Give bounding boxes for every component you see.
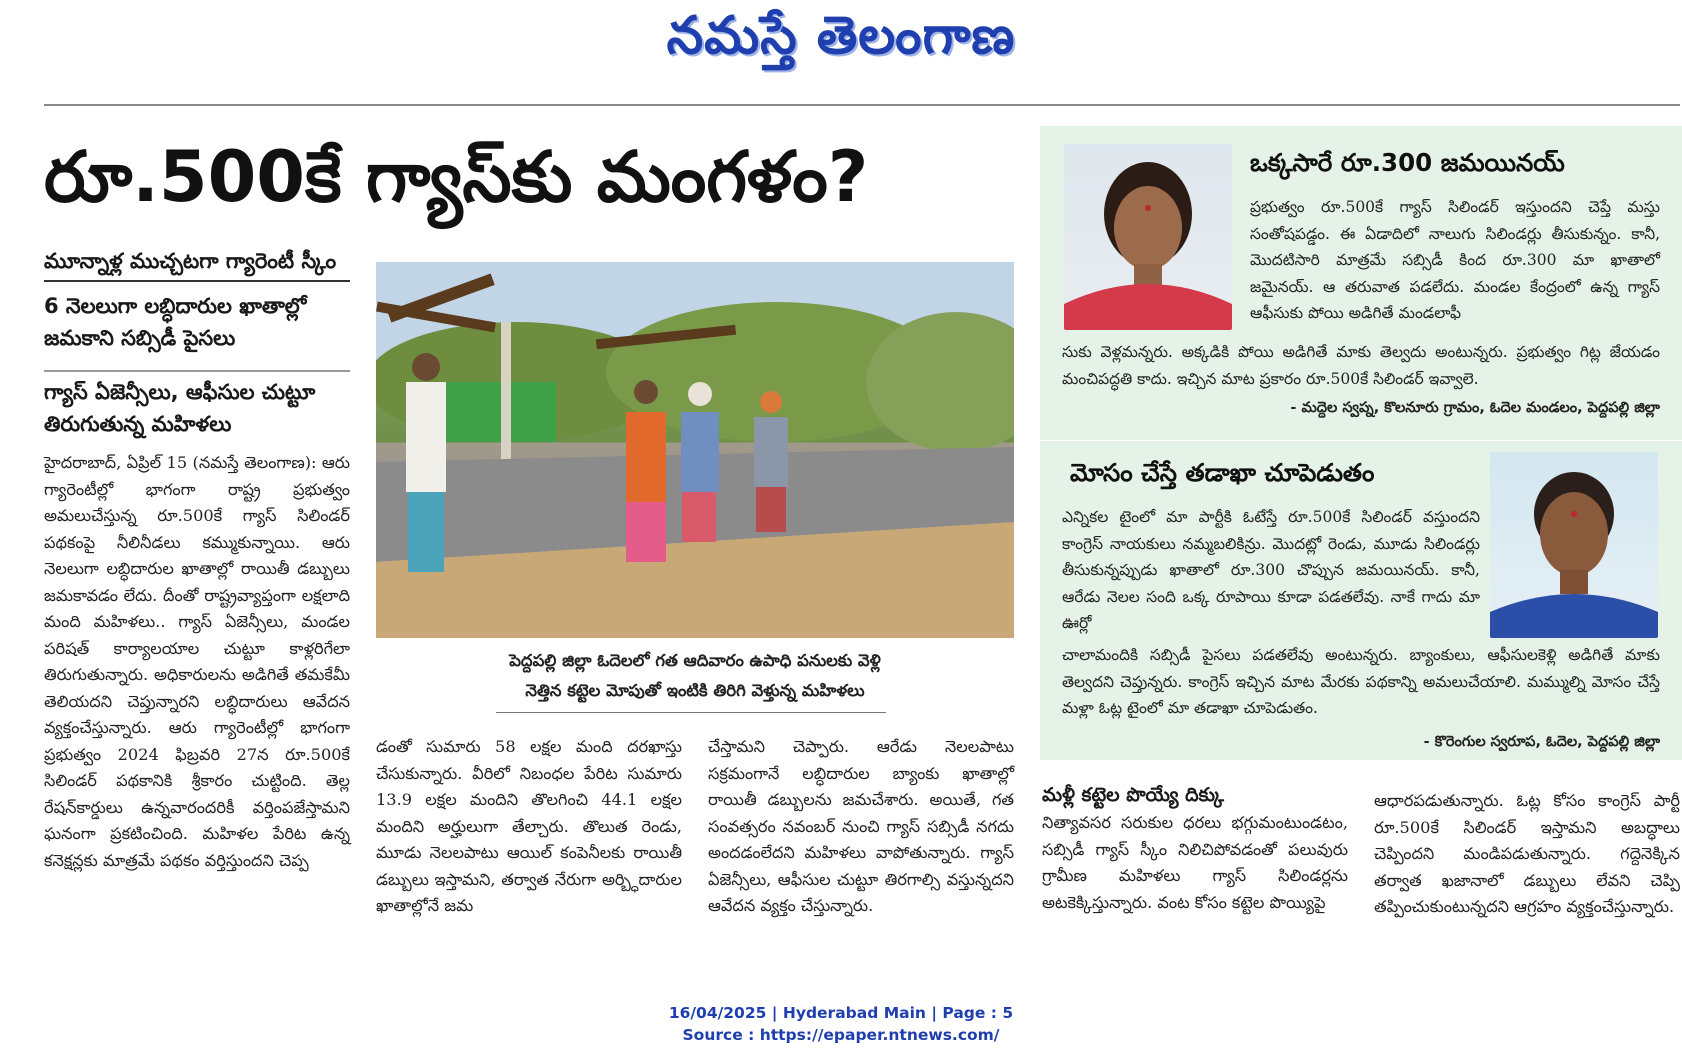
sidebar-quote-1-top: ప్రభుత్వం రూ.500కే గ్యాస్ సిలిండర్ ఇస్తుందని చెప్తే మస్తు సంతోషపడ్డం. ఈ ఏడాదిలో నాలుగు సిలిండర్లు తీసుకున్నం. కానీ, మొదటిసారి మాత్రమే సబ్సిడీ కింద రూ.300 మా ఖాతాలో జమైనయ్. ఆ తరువాత పడలేదు. మండల కేంద్రంలో ఉన్న గ్యాస్ ఆఫీసుకు పోయి అడిగితే మండలాఫీ xyxy=(1250,198,1660,322)
sidebar-quote-2-top: ఎన్నికల టైంలో మా పార్టీకి ఓటేస్తే రూ.500కే సిలిండర్ వస్తుందని కాంగ్రెస్ నాయకులు నమ్మబలికిన్రు. మొదట్లో రెండు, మూడు సిలిండర్లు తీసుకున్నప్పుడు ఖాతాలో రూ.300 చొప్పున జమయినయ్. కానీ, ఆరేడు నెలల సంది ఒక్క రూపాయి కూడా పడతలేవు. నాకే గాదు మా ఊర్లో xyxy=(1062,508,1480,632)
article-column-3: చేస్తామని చెప్పారు. ఆరేడు నెలలపాటు సక్రమంగానే లబ్ధిదారుల బ్యాంకు ఖాతాల్లో రాయితీ డబ్బులను జమచేశారు. అయితే, గత సంవత్సరం నవంబర్ నుంచి గ్యాస్ సబ్సిడీ నగదు అందడంలేదని మహిళలు వాపోతున్నారు. గ్యాస్ ఏజెన్సీలు, ఆఫీసుల చుట్టూ తిరగాల్సి వస్తున్నదని ఆవేదన వ్యక్తం చేస్తున్నారు. xyxy=(708,737,1014,915)
footer-date-edition: 16/04/2025 | Hyderabad Main | Page : 5 xyxy=(668,1004,1014,1022)
photo-caption-line-1: పెద్దపల్లి జిల్లా ఓదెలలో గత ఆదివారం ఉపాధి పనులకు వెళ్లి xyxy=(509,651,881,670)
sidebar-title-2: మోసం చేస్తే తడాఖా చూపెడుతం xyxy=(1070,458,1375,487)
section-heading: మళ్లీ కట్టెల పొయ్యే దిక్కు xyxy=(1042,784,1224,806)
footer-source: Source : https://epaper.ntnews.com/ xyxy=(682,1026,1000,1044)
subhead-2: గ్యాస్ ఏజెన్సీలు, ఆఫీసుల చుట్టూ తిరుగుతున్న మహిళలు xyxy=(44,370,350,440)
woman-portrait-1 xyxy=(1064,144,1232,330)
caption-divider xyxy=(496,712,886,713)
article-column-5: ఆధారపడుతున్నారు. ఓట్ల కోసం కాంగ్రెస్ పార్టీ రూ.500కే సిలిండర్ ఇస్తామని అబద్ధాలు చెప్పిందని మండిపడుతున్నారు. గద్దెనెక్కిన తర్వాత ఖజానాలో డబ్బులు లేవని చెప్పి తప్పించుకుంటున్నదని ఆగ్రహం వ్యక్తంచేస్తున్నారు. xyxy=(1374,791,1680,916)
women-carrying-firewood-photo xyxy=(376,262,1014,638)
sidebar-divider xyxy=(1040,440,1682,441)
masthead-logo: నమస్తే తెలంగాణ xyxy=(666,6,1016,66)
woman-portrait-2 xyxy=(1490,452,1658,638)
subhead-1: 6 నెలలుగా లబ్ధిదారుల ఖాతాల్లో జమకాని సబ్సిడీ పైసలు xyxy=(44,294,307,350)
article-column-1: హైదరాబాద్, ఏప్రిల్ 15 (నమస్తే తెలంగాణ): ఆరు గ్యారెంటీల్లో భాగంగా రాష్ట్ర ప్రభుత్వం అమలుచేస్తున్న రూ.500కే గ్యాస్ సిలిండర్ పథకంపై నీలినీడలు కమ్ముకున్నాయి. ఆరు నెలలుగా లబ్ధిదారుల ఖాతాల్లో రాయితీ డబ్బులు జమకావడం లేదు. దీంతో రాష్ట్రవ్యాప్తంగా లక్షలాది మంది మహిళలు.. గ్యాస్ ఏజెన్సీలు, మండల పరిషత్ కార్యాలయాల చుట్టూ కాళ్లరిగేలా తిరుగుతున్నారు. అధికారులను అడిగితే తమకేమీ తెలియదని చెప్తున్నారని లబ్ధిదారులు ఆవేదన వ్యక్తంచేస్తున్నారు. ఆరు గ్యారెంటీల్లో భాగంగా ప్రభుత్వం 2024 ఫిబ్రవరి 27న రూ.500కే సిలిండర్ పథకానికి శ్రీకారం చుట్టింది. తెల్ల రేషన్‌కార్డులు ఉన్నవారందరికీ వర్తింపజేస్తామని ఘనంగా ప్రకటించింది. మహిళల పేరిట ఉన్న కనెక్షన్లకు మాత్రమే పథకం వర్తిస్తుందని చెప్ప xyxy=(44,453,350,870)
masthead-divider xyxy=(44,104,1680,106)
article-column-4: నిత్యావసర సరుకుల ధరలు భగ్గుమంటుండటం, సబ్సిడీ గ్యాస్ స్కీం నిలిచిపోవడంతో పలువురు గ్రామీణ మహిళలు గ్యాస్ సిలిండర్లను అటకెక్కిస్తున్నారు. వంట కోసం కట్టెల పొయ్యిపై xyxy=(1042,813,1348,912)
news-photo xyxy=(376,262,1014,638)
portrait-swapna xyxy=(1064,144,1232,330)
kicker: మూన్నాళ్ల ముచ్చటగా గ్యారెంటీ స్కీం xyxy=(44,246,350,282)
sidebar-attribution-2: - కొరెంగుల స్వరూప, ఓదెల, పెద్దపల్లి జిల్లా xyxy=(1423,734,1660,750)
sidebar-quote-1-bottom: సుకు వెళ్లమన్నరు. అక్కడికి పోయి అడిగితే మాకు తెల్వదు అంటున్నరు. ప్రభుత్వం గిట్ల జేయడం మంచిపద్ధతి కాదు. ఇచ్చిన మాట ప్రకారం రూ.500కే సిలిండర్ ఇవ్వాలె. xyxy=(1062,343,1660,388)
photo-caption-line-2: నెత్తిన కట్టెల మోపుతో ఇంటికి తిరిగి వెళ్తున్న మహిళలు xyxy=(525,681,865,700)
portrait-swarupa xyxy=(1490,452,1658,638)
sidebar-quote-2-bottom: చాలామందికి సబ్సిడీ పైసలు పడతలేవు అంటున్నరు. బ్యాంకులు, ఆఫీసులకెళ్లి అడిగితే మాకు తెల్వదని చెప్తున్నరు. కాంగ్రెస్ ఇచ్చిన మాట మేరకు పథకాన్ని అమలుచేయాలి. మమ్ముల్ని మోసం చేస్తే మళ్లా ఓట్ల టైంలో మా తడాఖా చూపెడుతం. xyxy=(1062,646,1660,717)
main-headline: రూ.500కే గ్యాస్‌కు మంగళం? xyxy=(44,136,869,218)
article-column-2: డంతో సుమారు 58 లక్షల మంది దరఖాస్తు చేసుకున్నారు. వీరిలో నిబంధల పేరిట సుమారు 13.9 లక్షల మందిని తొలగించి 44.1 లక్షల మందిని అర్హులుగా తేల్చారు. తొలుత రెండు, మూడు నెలలపాటు ఆయిల్ కంపెనీలకు రాయితీ డబ్బులు ఇస్తామని, తర్వాత నేరుగా అర్బ్ధిదారుల ఖాతాల్లోనే జమ xyxy=(376,737,682,915)
sidebar-title-1: ఒక్కసారే రూ.300 జమయినయ్ xyxy=(1250,148,1565,177)
sidebar-attribution-1: - మద్దెల స్వప్న, కొలనూరు గ్రామం, ఓదెల మండలం, పెద్దపల్లి జిల్లా xyxy=(1290,400,1660,416)
photo-caption xyxy=(376,646,1014,706)
